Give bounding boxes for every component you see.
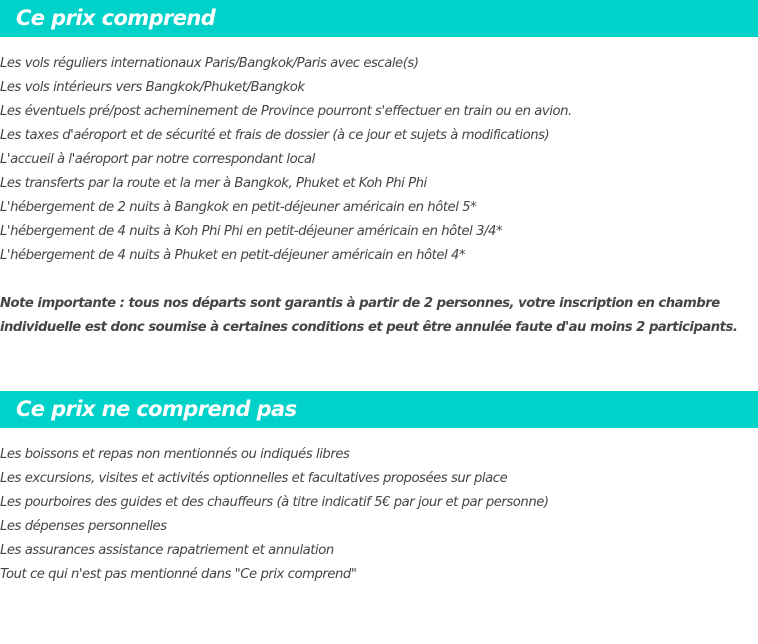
excluded-item: Les excursions, visites et activités optionnelles et facultatives proposées sur place bbox=[0, 471, 508, 486]
excluded-item: Les assurances assistance rapatriement et annulation bbox=[0, 543, 334, 558]
included-banner bbox=[0, 0, 758, 37]
excluded-item: Tout ce qui n'est pas mentionné dans "Ce prix comprend" bbox=[0, 567, 357, 582]
excluded-banner bbox=[0, 391, 758, 428]
included-item: L'hébergement de 2 nuits à Bangkok en petit-déjeuner américain en hôtel 5* bbox=[0, 200, 477, 215]
included-item: Les vols réguliers internationaux Paris/Bangkok/Paris avec escale(s) bbox=[0, 56, 419, 71]
included-item: L'accueil à l'aéroport par notre correspondant local bbox=[0, 152, 315, 167]
excluded-item: Les boissons et repas non mentionnés ou indiqués libres bbox=[0, 447, 350, 462]
included-item: L'hébergement de 4 nuits à Koh Phi Phi en petit-déjeuner américain en hôtel 3/4* bbox=[0, 224, 503, 239]
excluded-title: Ce prix ne comprend pas bbox=[16, 397, 297, 421]
included-item: Les vols intérieurs vers Bangkok/Phuket/Bangkok bbox=[0, 80, 305, 95]
included-item: Les transferts par la route et la mer à Bangkok, Phuket et Koh Phi Phi bbox=[0, 176, 427, 191]
included-item: L'hébergement de 4 nuits à Phuket en petit-déjeuner américain en hôtel 4* bbox=[0, 248, 466, 263]
included-list bbox=[0, 52, 572, 268]
important-note-line-2: individuelle est donc soumise à certaines conditions et peut être annulée faute d'au moins 2 participants. bbox=[0, 320, 738, 335]
excluded-item: Les pourboires des guides et des chauffeurs (à titre indicatif 5€ par jour et par personne) bbox=[0, 495, 549, 510]
included-title: Ce prix comprend bbox=[16, 6, 216, 30]
important-note bbox=[0, 292, 758, 340]
included-item: Les taxes d'aéroport et de sécurité et frais de dossier (à ce jour et sujets à modifications) bbox=[0, 128, 550, 143]
included-item: Les éventuels pré/post acheminement de Province pourront s'effectuer en train ou en avion. bbox=[0, 104, 572, 119]
important-note-line-1: Note importante : tous nos départs sont garantis à partir de 2 personnes, votre inscription en chambre bbox=[0, 296, 720, 311]
excluded-item: Les dépenses personnelles bbox=[0, 519, 167, 534]
excluded-list bbox=[0, 443, 549, 587]
